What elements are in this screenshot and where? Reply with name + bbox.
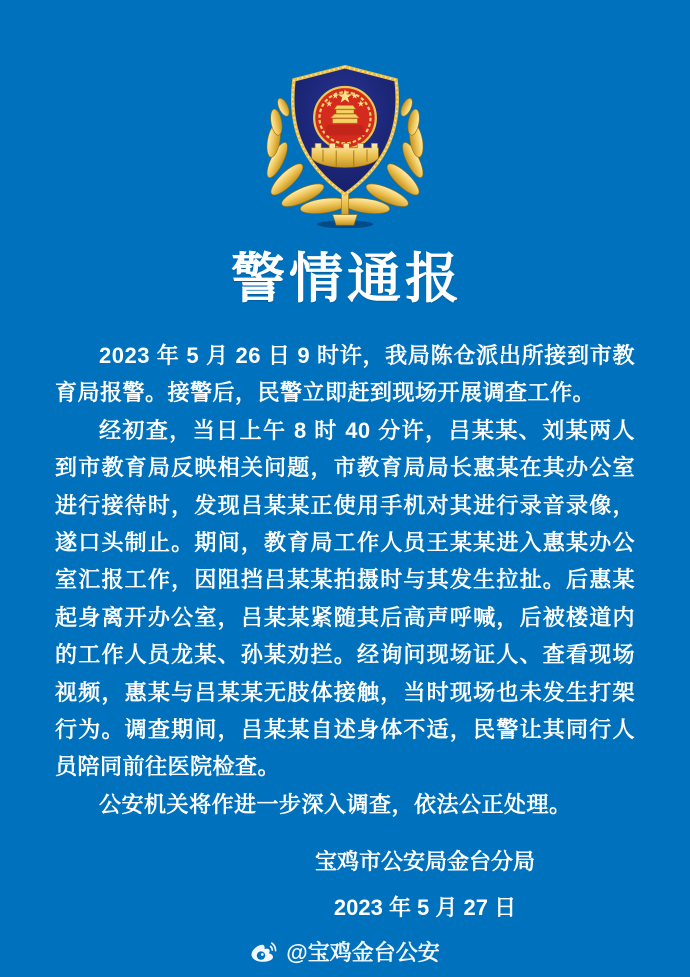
- notice-paragraph: 经初查，当日上午 8 时 40 分许，吕某某、刘某两人到市教育局反映相关问题，市教育局局长惠某在其办公室进行接待时，发现吕某某正使用手机对其进行录音录像，遂口头制止。期间，教育局工作人员王某某进入惠某办公室汇报工作，因阻挡吕某某拍摄时与其发生拉扯。后惠某起身离开办公室，吕某某紧随其后高声呼喊，后被楼道内的工作人员龙某、孙某劝拦。经询问现场证人、查看现场视频，惠某与吕某某无肢体接触，当时现场也未发生打架行为。调查期间，吕某某自述身体不适，民警让其同行人员陪同前往医院检查。: [55, 417, 635, 780]
- police-badge-icon: [257, 56, 433, 228]
- weibo-icon: [250, 939, 278, 965]
- notice-body: [55, 337, 635, 823]
- notice-paragraph: 2023 年 5 月 26 日 9 时许，我局陈仓派出所接到市教育局报警。接警后，民警立即赶到现场开展调查工作。: [55, 343, 635, 406]
- page-title: 警情通报: [231, 249, 463, 309]
- issuing-agency: 宝鸡市公安局金台分局: [314, 849, 535, 875]
- police-notice-page: [0, 56, 690, 977]
- weibo-handle: @宝鸡金台公安: [286, 940, 440, 965]
- issue-date: 2023 年 5 月 27 日: [333, 895, 517, 921]
- weibo-watermark: [0, 936, 690, 967]
- signature-block: [285, 845, 565, 922]
- notice-paragraph: 公安机关将作进一步深入调查，依法公正处理。: [99, 791, 572, 817]
